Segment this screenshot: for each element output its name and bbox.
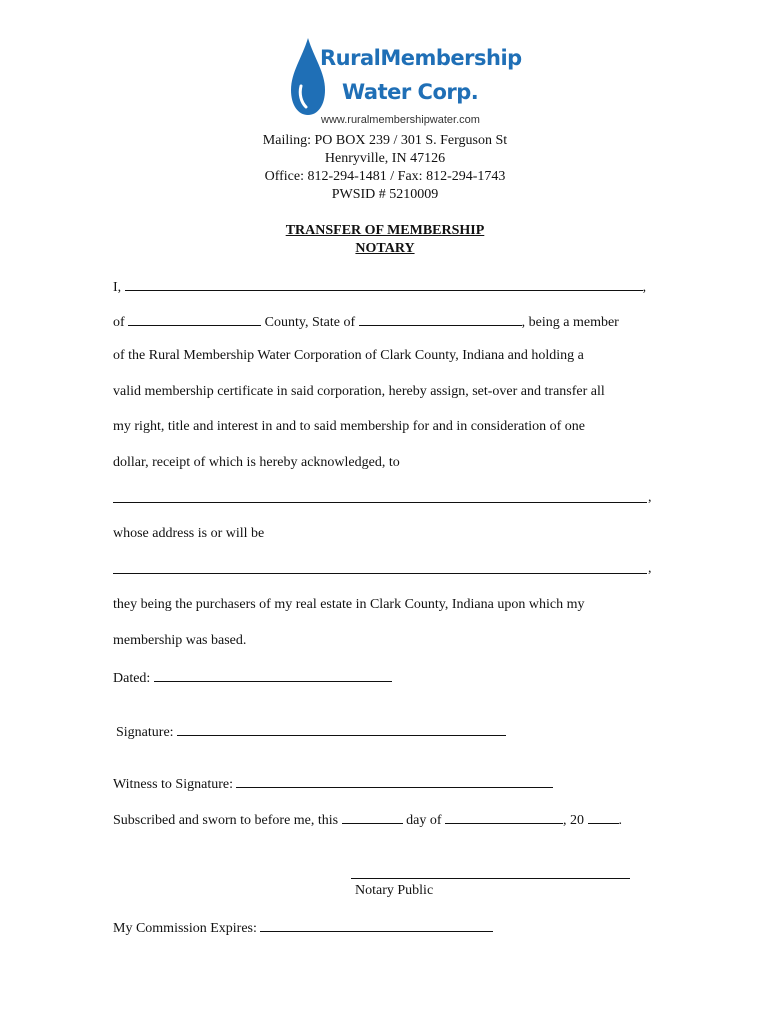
signature-field[interactable]	[177, 722, 506, 736]
year-prefix-label: , 20	[563, 813, 585, 828]
witness-label: Witness to Signature:	[113, 777, 233, 792]
notary-public-label: Notary Public	[355, 883, 434, 898]
period: .	[618, 813, 623, 828]
logo-url: www.ruralmembershipwater.com	[321, 114, 480, 126]
dated-line	[113, 668, 392, 688]
address-label: whose address is or will be	[113, 526, 265, 541]
comma: ,	[642, 280, 647, 295]
signature-line	[116, 722, 506, 742]
paragraph-line-3: my right, title and interest in and to said membership for and in consideration of one	[113, 419, 586, 434]
transferee-address-field[interactable]	[113, 573, 647, 574]
i-label: I,	[113, 280, 122, 295]
day-field[interactable]	[342, 810, 403, 824]
phone-fax: Office: 812-294-1481 / Fax: 812-294-1743	[264, 169, 506, 184]
subscribed-line	[113, 810, 622, 830]
being-member-label: , being a member	[521, 315, 619, 330]
form-title: TRANSFER OF MEMBERSHIP	[285, 223, 485, 238]
city-address: Henryville, IN 47126	[324, 151, 446, 166]
paragraph-line-2: valid membership certificate in said corporation, hereby assign, set-over and transfer all	[113, 384, 605, 399]
transferor-name-field[interactable]	[125, 277, 643, 291]
dated-field[interactable]	[154, 668, 392, 682]
signature-label: Signature:	[116, 725, 174, 740]
mailing-address: Mailing: PO BOX 239 / 301 S. Ferguson St	[262, 133, 508, 148]
county-state-label: County, State of	[264, 315, 356, 330]
county-state-line	[113, 312, 619, 332]
subscribed-label: Subscribed and sworn to before me, this	[113, 813, 339, 828]
form-subtitle: NOTARY	[355, 241, 415, 256]
logo-name-line1: RuralMembership	[320, 46, 522, 70]
transferee-name-field[interactable]	[113, 502, 647, 503]
paragraph-line-1: of the Rural Membership Water Corporation of Clark County, Indiana and holding a	[113, 348, 584, 363]
comma: ,	[648, 490, 652, 505]
transferor-line	[113, 277, 646, 297]
paragraph-line-6: membership was based.	[113, 633, 247, 648]
state-field[interactable]	[359, 312, 522, 326]
month-field[interactable]	[445, 810, 563, 824]
notary-signature-field[interactable]	[351, 878, 630, 879]
day-of-label: day of	[406, 813, 442, 828]
witness-field[interactable]	[236, 774, 553, 788]
commission-expiry-field[interactable]	[260, 918, 493, 932]
commission-label: My Commission Expires:	[113, 921, 257, 936]
county-field[interactable]	[128, 312, 261, 326]
comma: ,	[648, 561, 652, 576]
pwsid: PWSID # 5210009	[331, 187, 439, 202]
witness-line	[113, 774, 553, 794]
dated-label: Dated:	[113, 671, 151, 686]
commission-line	[113, 918, 493, 938]
company-logo	[288, 36, 522, 128]
year-field[interactable]	[588, 810, 619, 824]
logo-name-line2: Water Corp.	[342, 80, 479, 104]
paragraph-line-5: they being the purchasers of my real estate in Clark County, Indiana upon which my	[113, 597, 585, 612]
paragraph-line-4: dollar, receipt of which is hereby acknowledged, to	[113, 455, 400, 470]
of-label: of	[113, 315, 125, 330]
